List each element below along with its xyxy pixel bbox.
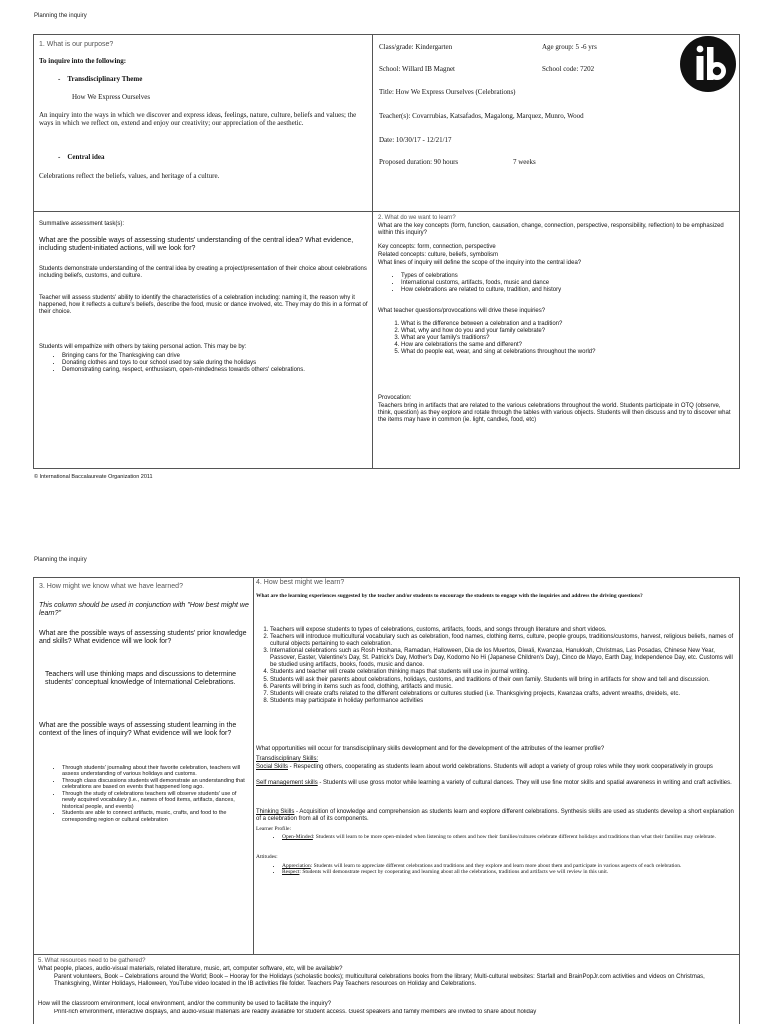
thinking-skills: Thinking Skills - Acquisition of knowledge and comprehension as students learn and explore different celebrations. Synthesis skills are used as students develop a short explanation of a celebration from all of its components. xyxy=(256,809,734,823)
list-item: • Through the study of celebrations teachers will observe students' use of newly acquired vocabulary (i.e., names of food items, artifacts, dances, historical people, and events) xyxy=(62,791,248,810)
list-item: • Demonstrating caring, respect, enthusiasm, open-mindedness towards others' celebrations. xyxy=(62,367,364,374)
list-item: 3. What are your family's traditions? xyxy=(401,335,731,342)
duration-weeks: 7 weeks xyxy=(513,158,536,166)
skills-question: What opportunities will occur for transdisciplinary skills development and for the development of the attributes of the learner profile? xyxy=(256,746,605,752)
provocation-text: Teachers bring in artifacts that are related to the various celebrations throughout the world. Students participate in OTQ (observe, think, question) as they explore and rotate through the tables with various objects. Students will then discuss and try to discover what the items may have in common (ie. light, candles, food, etc) xyxy=(378,403,731,424)
key-concepts: Key concepts: form, connection, perspective xyxy=(378,244,496,250)
resources-question: What people, places, audio-visual materials, related literature, music, art, computer software, etc, will be available? xyxy=(38,966,343,972)
list-item: 5. Students will ask their parents about celebrations, holidays, customs, and traditions of their own family. Students will bring in artifacts for show and tell and discussion. xyxy=(270,677,736,684)
school-code: School code: 7202 xyxy=(542,65,595,73)
list-item: • Through class discussions students will demonstrate an understanding that celebrations are based on events that happened long ago. xyxy=(62,778,248,791)
theme-name: How We Express Ourselves xyxy=(72,93,151,101)
list-item: • Open-Minded: Students will learn to be more open-minded when listening to others and how their families/cultures celebrate different holidays and traditions than what their families may celebrate. xyxy=(282,834,734,840)
age-group: Age group: 5 -6 yrs xyxy=(542,43,597,51)
list-item: 3. International celebrations such as Rosh Hoshana, Ramadan, Halloween, Dia de los Muertos, Diwali, Kwanzaa, Hanukkah, Christmas, Las Posadas, Chinese New Year, Passover, Easter, Valentine's Day, St. Patrick's Day, Mother's Day, Kodomo No Hi (Japanese Children's Day), Cinco de Mayo, Earth Day, Independence Day, etc. Customs will be studied using artifacts, books, foods, music and dance. xyxy=(270,648,736,669)
want-heading: 2. What do we want to learn? xyxy=(378,215,456,221)
list-item: 4. Students and teacher will create celebration thinking maps that students will use in journal writing. xyxy=(270,669,736,676)
list-item: 8. Students may participate in holiday performance activities xyxy=(270,698,736,705)
list-item: 4. How are celebrations the same and different? xyxy=(401,342,731,349)
central-idea: Celebrations reflect the beliefs, values, and heritage of a culture. xyxy=(39,172,220,180)
resources-answer: Parent volunteers, Book – Celebrations around the World; Book – Hooray for the Holidays (scholastic books); multicultural celebrations books from the library; Multi-cultural websites: Starfall and BrainPopJr.com activities and videos on Christmas, Thanksgiving, Winter Holidays, Halloween, YouTube video located in the IB activities file folder. Teachers Pay Teachers resources on Holiday and Celebrations. xyxy=(54,974,705,988)
resources-section xyxy=(33,954,740,1024)
know-heading: 3. How might we know what we have learned? xyxy=(39,583,183,590)
best-learn-section xyxy=(253,577,740,955)
environment-question: How will the classroom environment, local environment, and/or the community be used to facilitate the inquiry? xyxy=(38,1001,332,1007)
list-item: 6. Parents will bring in items such as food, clothing, artifacts and music. xyxy=(270,684,736,691)
list-item: 5. What do people eat, wear, and sing at celebrations throughout the world? xyxy=(401,349,731,356)
learner-profile-list xyxy=(268,834,734,840)
lines-assessment-question: What are the possible ways of assessing student learning in the context of the lines of inquiry? What evidence will we look for? xyxy=(39,722,237,738)
learning-experiences-question: What are the learning experiences suggested by the teacher and/or students to encourage the students to engage with the inquiries and address the driving questions? xyxy=(256,593,643,599)
prior-knowledge-question: What are the possible ways of assessing students' prior knowledge and skills? What evidence will we look for? xyxy=(39,630,247,646)
know-note: This column should be used in conjunction with "How best might we learn?" xyxy=(39,602,249,618)
summative-paragraph-1: Students demonstrate understanding of the central idea by creating a project/presentation of their choice about celebrations including beliefs, customs, and culture. xyxy=(39,266,367,280)
summative-question: What are the possible ways of assessing students' understanding of the central idea? What evidence, including student-initiated actions, will we look for? xyxy=(39,237,354,253)
theme-label: - Transdisciplinary Theme xyxy=(58,75,143,83)
unit-title: Title: How We Express Ourselves (Celebrations) xyxy=(379,88,516,96)
list-item: • Donating clothes and toys to our school used toy sale during the holidays xyxy=(62,360,364,367)
summative-paragraph-2: Teacher will assess students' ability to identify the characteristics of a celebration including: naming it, the reason why it happened, how it reflects a culture's beliefs, describe the food, music or dance involved, etc. They may do this in a format of their choice. xyxy=(39,295,368,316)
social-skills: Social Skills - Respecting others, cooperating as students learn about world celebrations. Students will adopt a variety of group roles while they work cooperatively in groups xyxy=(256,764,713,770)
tds-label: Transdisciplinary Skills: xyxy=(256,756,319,762)
list-item: 1. Teachers will expose students to types of celebrations, customs, artifacts, foods, and songs through literature and short videos. xyxy=(270,627,736,634)
list-item: • Bringing cans for the Thanksgiving can drive xyxy=(62,353,364,360)
purpose-heading: 1. What is our purpose? xyxy=(39,41,114,48)
attitudes-list xyxy=(268,863,734,876)
list-item: • Respect: Students will demonstrate respect by cooperating and learning about all the celebrations, traditions and artifacts we will review in this unit. xyxy=(282,869,734,875)
teacher-questions-list xyxy=(387,321,731,356)
list-item: 2. Teachers will introduce multicultural vocabulary such as celebration, food names, clothing items, culture, people groups, traditions/customs, harvest, religious beliefs, names of cultural objects pertaining to each celebration. xyxy=(270,634,736,648)
class-grade: Class/grade: Kindergarten xyxy=(379,43,453,51)
list-item: • Students are able to connect artifacts, music, crafts, and food to the corresponding region or cultural celebration xyxy=(62,810,248,823)
related-concepts: Related concepts: culture, beliefs, symbolism xyxy=(378,252,499,258)
central-idea-label: - Central idea xyxy=(58,153,105,161)
want-to-learn-section xyxy=(372,211,740,469)
purpose-intro: To inquire into the following: xyxy=(39,57,127,65)
teacher-questions-heading: What teacher questions/provocations will drive these inquiries? xyxy=(378,308,546,314)
attitudes-label: Attitudes: xyxy=(256,854,278,860)
page-header: Planning the inquiry xyxy=(34,13,87,19)
learner-profile-label: Learner Profile: xyxy=(256,826,291,832)
key-concepts-question: What are the key concepts (form, function, causation, change, connection, perspective, responsibility, reflection) to be emphasized within this inquiry? xyxy=(378,223,724,237)
list-item: 2. What, why and how do you and your family celebrate? xyxy=(401,328,731,335)
learning-experiences-list xyxy=(256,627,736,705)
prior-knowledge-answer: Teachers will use thinking maps and discussions to determine students' conceptual knowledge of International Celebrations. xyxy=(45,671,237,687)
list-item: 1. What is the difference between a celebration and a tradition? xyxy=(401,321,731,328)
self-management-skills: Self management skills - Students will use gross motor while learning a variety of cultural dances. They will use fine motor skills and spatial awareness in writing and craft activities. xyxy=(256,780,732,786)
environment-answer: Print-rich environment, interactive displays, and audio-visual materials are readily available for student access. Guest speakers and family members are invited to share about holiday xyxy=(54,1009,537,1015)
assessment-evidence-list xyxy=(48,765,248,823)
copyright-footer: © International Baccalaureate Organization 2011 xyxy=(34,474,153,480)
summative-heading: Summative assessment task(s): xyxy=(39,221,125,227)
page-header: Planning the inquiry xyxy=(34,557,87,563)
unit-dates: Date: 10/30/17 - 12/21/17 xyxy=(379,136,452,144)
school-name: School: Willard IB Magnet xyxy=(379,65,455,73)
summative-paragraph-3: Students will empathize with others by taking personal action. This may be by: xyxy=(39,344,247,350)
lines-question: What lines of inquiry will define the scope of the inquiry into the central idea? xyxy=(378,260,582,266)
provocation-label: Provocation: xyxy=(378,395,412,401)
list-item: • How celebrations are related to culture, tradition, and history xyxy=(401,287,731,294)
list-item: 7. Students will create crafts related to the different celebrations or cultures studied (i.e. Thanksgiving projects, Kwanzaa crafts, advent wreaths, dreidels, etc. xyxy=(270,691,736,698)
learn-heading: 4. How best might we learn? xyxy=(256,579,345,586)
list-item: • Types of celebrations xyxy=(401,273,731,280)
know-learned-section xyxy=(33,577,254,955)
list-item: • International customs, artifacts, foods, music and dance xyxy=(401,280,731,287)
teachers: Teacher(s): Covarrubias, Katsafados, Magalong, Marquez, Munro, Wood xyxy=(379,112,584,120)
lines-of-inquiry-list xyxy=(387,273,731,294)
summative-actions-list xyxy=(48,353,364,374)
summative-assessment-section xyxy=(33,211,373,469)
theme-description: An inquiry into the ways in which we discover and express ideas, feelings, nature, culture, beliefs and values; the ways in which we reflect on, extend and enjoy our creativity; our appreciation of the aesthetic. xyxy=(39,111,357,128)
list-item: • Through students' journaling about their favorite celebration, teachers will assess understanding of various holidays and customs. xyxy=(62,765,248,778)
resources-heading: 5. What resources need to be gathered? xyxy=(38,958,146,964)
list-item: • Appreciation: Students will learn to appreciate different celebrations and traditions and they explore and learn more about them and participate in various aspects of each celebration. xyxy=(282,863,734,869)
purpose-section xyxy=(33,34,373,212)
proposed-duration: Proposed duration: 90 hours xyxy=(379,158,459,166)
ib-logo xyxy=(680,36,736,92)
